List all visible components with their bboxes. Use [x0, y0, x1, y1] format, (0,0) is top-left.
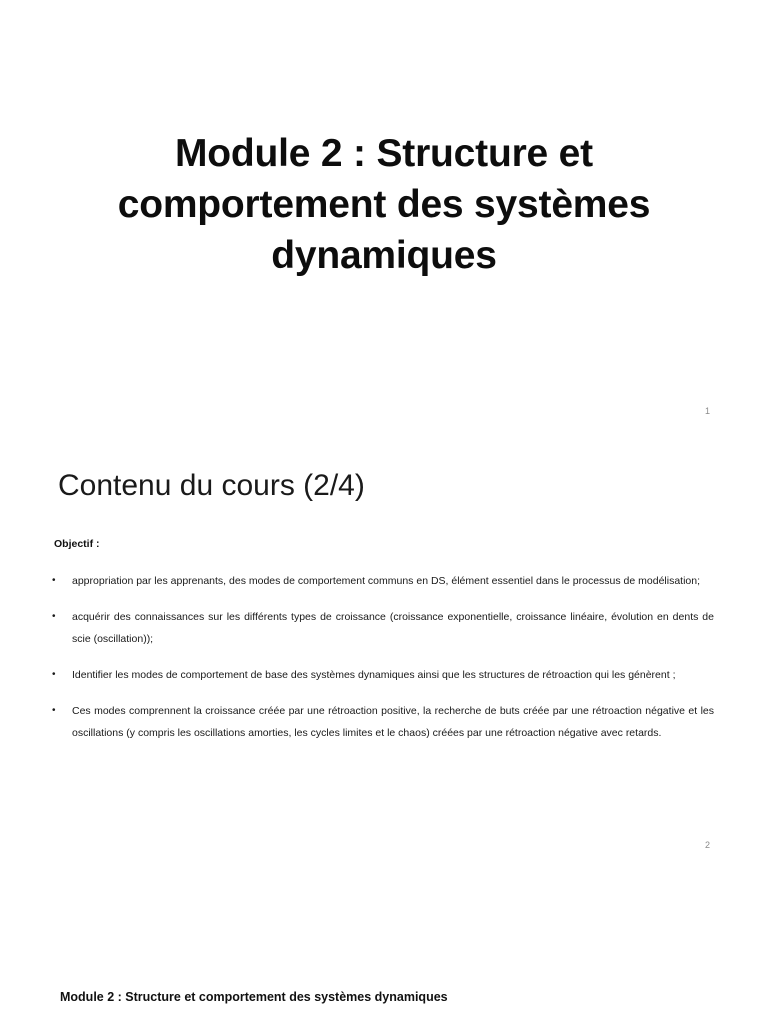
slide-title: Module 2 : Structure et comportement des systèmes dynamiques: [117, 132, 651, 277]
slide-2: [0, 430, 768, 860]
slide-3: [0, 860, 768, 1024]
list-item-text: acquérir des connaissances sur les différents types de croissance (croissance exponentielle, croissance linéaire, évolution en dents de scie (oscillation));: [72, 611, 714, 645]
bullet-icon: •: [52, 575, 56, 586]
bullet-icon: •: [52, 669, 56, 680]
slide-title: Contenu du cours (2/4): [58, 469, 365, 502]
page-number: 1: [704, 406, 710, 416]
list-item: [48, 606, 714, 650]
objective-label: Objectif :: [54, 538, 100, 550]
bullet-icon: •: [52, 611, 56, 622]
list-item-text: Ces modes comprennent la croissance créée par une rétroaction positive, la recherche de buts créée par une rétroaction négative et les oscillations (y compris les oscillations amorties, les cycles limites et le chaos) créées par une rétroaction négative avec retards.: [72, 705, 714, 739]
list-item: [48, 664, 714, 686]
slide-title: Module 2 : Structure et comportement des systèmes dynamiques: [60, 990, 448, 1004]
slide-1: [0, 0, 768, 430]
page-number: 2: [704, 840, 710, 850]
list-item: [48, 570, 714, 592]
list-item-text: Identifier les modes de comportement de base des systèmes dynamiques ainsi que les structures de rétroaction qui les génèrent ;: [72, 669, 676, 681]
objective-list: [48, 570, 714, 758]
bullet-icon: •: [52, 705, 56, 716]
list-item: [48, 700, 714, 744]
list-item-text: appropriation par les apprenants, des modes de comportement communs en DS, élément essentiel dans le processus de modélisation;: [72, 575, 701, 587]
